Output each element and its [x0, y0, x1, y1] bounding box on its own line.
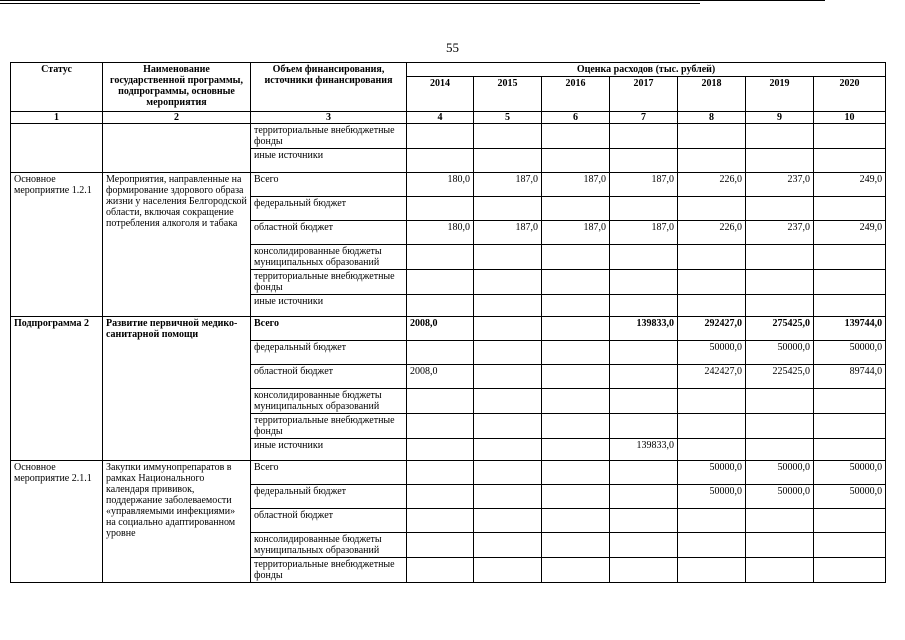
- col-num: 6: [542, 112, 610, 124]
- value-cell: 187,0: [610, 173, 678, 197]
- source-regional: областной бюджет: [251, 509, 407, 533]
- value-cell: 237,0: [746, 221, 814, 245]
- table-row: [11, 317, 886, 341]
- year-2017: 2017: [610, 77, 678, 112]
- source-municipal: консолидированные бюджеты муниципальных образований: [251, 533, 407, 558]
- year-2018: 2018: [678, 77, 746, 112]
- value-cell: 139833,0: [610, 317, 678, 341]
- value-cell: 2008,0: [407, 365, 474, 389]
- value-cell: 50000,0: [814, 461, 886, 485]
- value-cell: 180,0: [407, 173, 474, 197]
- page-number: 55: [446, 40, 459, 55]
- status-cell-empty: [11, 124, 103, 173]
- value-cell: 180,0: [407, 221, 474, 245]
- col-num: 2: [103, 112, 251, 124]
- col-num: 4: [407, 112, 474, 124]
- year-2020: 2020: [814, 77, 886, 112]
- value-cell: 187,0: [610, 221, 678, 245]
- year-2014: 2014: [407, 77, 474, 112]
- source-other: иные источники: [251, 295, 407, 317]
- value-cell: 50000,0: [746, 461, 814, 485]
- value-cell: 139744,0: [814, 317, 886, 341]
- value-cell: 50000,0: [814, 341, 886, 365]
- name-cell: Закупки иммунопрепаратов в рамках Национального календаря прививок, поддержание заболеваемости «управляемыми инфекциями» на социально адаптированном уровне: [103, 461, 251, 583]
- value-cell: 50000,0: [746, 485, 814, 509]
- col-num: 3: [251, 112, 407, 124]
- header-estimate: Оценка расходов (тыс. рублей): [407, 63, 886, 77]
- value-cell: 50000,0: [678, 461, 746, 485]
- source-federal: федеральный бюджет: [251, 485, 407, 509]
- source-total: Всего: [251, 317, 407, 341]
- source-total: Всего: [251, 461, 407, 485]
- col-num: 9: [746, 112, 814, 124]
- col-num: 10: [814, 112, 886, 124]
- value-cell: 275425,0: [746, 317, 814, 341]
- value-cell: [474, 317, 542, 341]
- value-cell: 226,0: [678, 173, 746, 197]
- value-cell: 249,0: [814, 221, 886, 245]
- value-cell: 2008,0: [407, 317, 474, 341]
- expenditure-table: [10, 62, 886, 583]
- status-cell: Основное мероприятие 2.1.1: [11, 461, 103, 583]
- value-cell: 50000,0: [746, 341, 814, 365]
- name-cell: Развитие первичной медико-санитарной помощи: [103, 317, 251, 461]
- value-cell: 249,0: [814, 173, 886, 197]
- value-cell: 187,0: [542, 173, 610, 197]
- col-num: 1: [11, 112, 103, 124]
- header-name: Наименование государственной программы, подпрограммы, основные мероприятия: [103, 63, 251, 112]
- source-extrabudget: территориальные внебюджетные фонды: [251, 124, 407, 149]
- year-2016: 2016: [542, 77, 610, 112]
- name-cell: Мероприятия, направленные на формирование здорового образа жизни у населения Белгородской области, включая сокращение потребления алкоголя и табака: [103, 173, 251, 317]
- source-municipal: консолидированные бюджеты муниципальных образований: [251, 389, 407, 414]
- value-cell: [542, 317, 610, 341]
- table-row: [11, 461, 886, 485]
- year-2015: 2015: [474, 77, 542, 112]
- value-cell: 139833,0: [610, 439, 678, 461]
- status-cell: Подпрограмма 2: [11, 317, 103, 461]
- source-extrabudget: территориальные внебюджетные фонды: [251, 270, 407, 295]
- source-extrabudget: территориальные внебюджетные фонды: [251, 414, 407, 439]
- year-2019: 2019: [746, 77, 814, 112]
- column-number-row: [11, 112, 886, 124]
- source-municipal: консолидированные бюджеты муниципальных образований: [251, 245, 407, 270]
- value-cell: 89744,0: [814, 365, 886, 389]
- table-row: [11, 124, 886, 149]
- value-cell: 242427,0: [678, 365, 746, 389]
- source-total: Всего: [251, 173, 407, 197]
- source-federal: федеральный бюджет: [251, 341, 407, 365]
- value-cell: 50000,0: [814, 485, 886, 509]
- col-num: 7: [610, 112, 678, 124]
- value-cell: 225425,0: [746, 365, 814, 389]
- value-cell: 50000,0: [678, 485, 746, 509]
- col-num: 8: [678, 112, 746, 124]
- name-cell-empty: [103, 124, 251, 173]
- top-rule-2: [0, 3, 700, 4]
- value-cell: 187,0: [474, 173, 542, 197]
- col-num: 5: [474, 112, 542, 124]
- table-row: [11, 173, 886, 197]
- header-financing: Объем финансирования, источники финансирования: [251, 63, 407, 112]
- source-federal: федеральный бюджет: [251, 197, 407, 221]
- header-row: [11, 63, 886, 77]
- source-other: иные источники: [251, 149, 407, 173]
- value-cell: 237,0: [746, 173, 814, 197]
- source-regional: областной бюджет: [251, 365, 407, 389]
- source-other: иные источники: [251, 439, 407, 461]
- header-status: Статус: [11, 63, 103, 112]
- value-cell: 187,0: [542, 221, 610, 245]
- value-cell: 226,0: [678, 221, 746, 245]
- source-extrabudget: территориальные внебюджетные фонды: [251, 558, 407, 583]
- value-cell: 50000,0: [678, 341, 746, 365]
- value-cell: 187,0: [474, 221, 542, 245]
- source-regional: областной бюджет: [251, 221, 407, 245]
- status-cell: Основное мероприятие 1.2.1: [11, 173, 103, 317]
- value-cell: 292427,0: [678, 317, 746, 341]
